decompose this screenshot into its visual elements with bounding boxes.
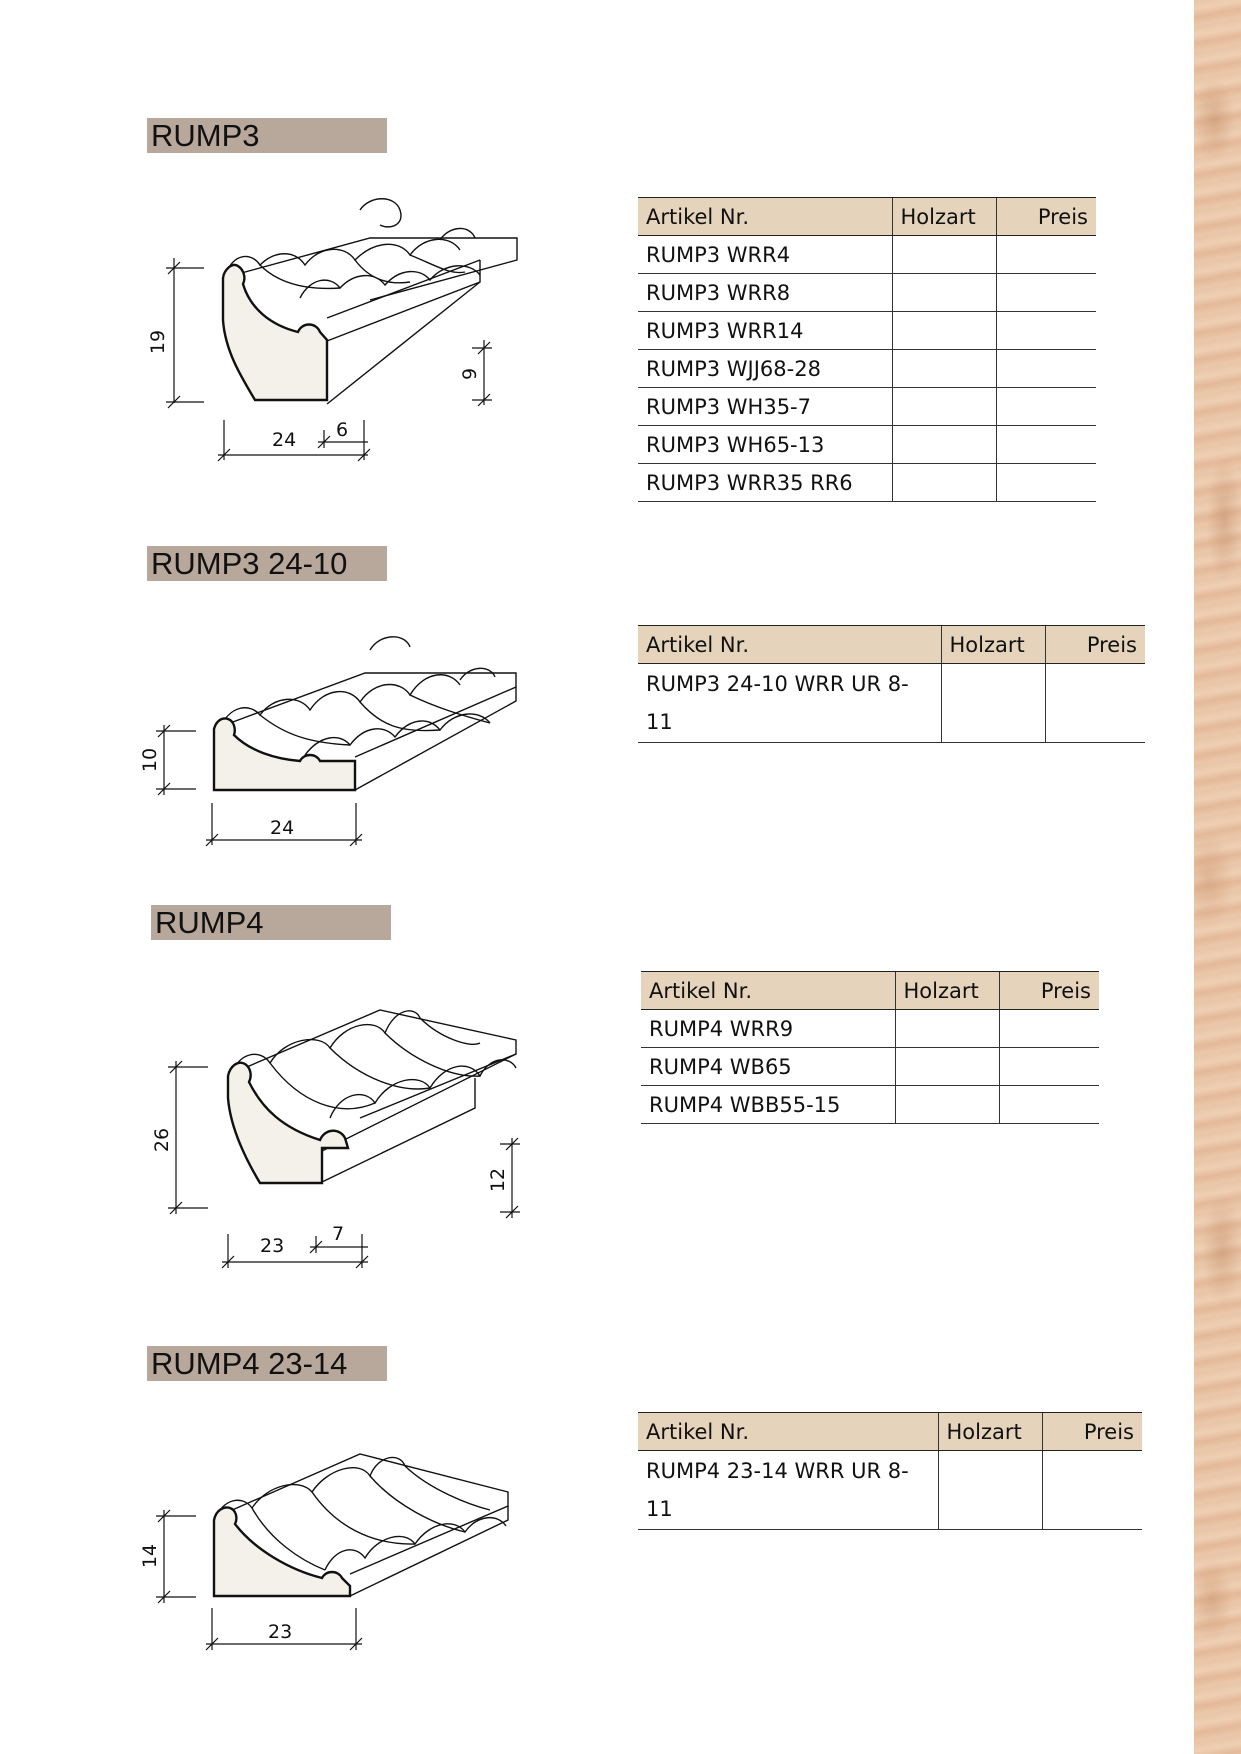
dim-width-label: 24: [270, 817, 295, 839]
profile-drawing-rump3-24-10: [139, 625, 530, 850]
article-number: RUMP4 23-14 WRR UR 8-11: [638, 1451, 938, 1530]
dim-height-label: 19: [147, 329, 169, 355]
dim-rebate-width-label: 7: [332, 1223, 345, 1245]
col-header-preis: Preis: [1042, 1413, 1142, 1451]
preis-cell: [996, 236, 1096, 274]
preis-cell: [999, 1048, 1099, 1086]
table-row: [641, 1048, 1099, 1086]
article-number: RUMP3 WJJ68-28: [638, 350, 892, 388]
preis-cell: [996, 388, 1096, 426]
col-header-artikel: Artikel Nr.: [638, 1413, 938, 1451]
article-number: RUMP3 WRR14: [638, 312, 892, 350]
table-row: [638, 350, 1096, 388]
table-row: [641, 1086, 1099, 1124]
preis-cell: [996, 350, 1096, 388]
wood-texture-strip: [1194, 0, 1241, 1754]
dim-width-label: 23: [268, 1621, 293, 1643]
col-header-holzart: Holzart: [938, 1413, 1042, 1451]
holzart-cell: [895, 1010, 999, 1048]
section-title: RUMP4: [151, 905, 391, 940]
dim-height-label: 10: [139, 747, 161, 773]
section-title: RUMP4 23-14: [147, 1346, 387, 1381]
profile-drawing-rump4-23-14: [139, 1410, 530, 1655]
preis-cell: [999, 1086, 1099, 1124]
table-row: [638, 274, 1096, 312]
article-number: RUMP3 WH35-7: [638, 388, 892, 426]
dim-rebate-depth-label: 12: [487, 1167, 509, 1193]
col-header-holzart: Holzart: [895, 972, 999, 1010]
preis-cell: [1042, 1451, 1142, 1530]
preis-cell: [1045, 664, 1145, 743]
col-header-artikel: Artikel Nr.: [638, 198, 892, 236]
table-row: [638, 664, 1145, 743]
table-row: [638, 236, 1096, 274]
col-header-preis: Preis: [996, 198, 1096, 236]
holzart-cell: [892, 426, 996, 464]
preis-cell: [996, 464, 1096, 502]
holzart-cell: [892, 236, 996, 274]
profile-drawing-rump3: [147, 190, 530, 470]
dim-width-label: 23: [260, 1235, 285, 1257]
article-number: RUMP3 WRR35 RR6: [638, 464, 892, 502]
holzart-cell: [892, 464, 996, 502]
article-number: RUMP3 WRR4: [638, 236, 892, 274]
table-row: [638, 426, 1096, 464]
holzart-cell: [892, 312, 996, 350]
holzart-cell: [941, 664, 1045, 743]
article-number: RUMP3 WRR8: [638, 274, 892, 312]
col-header-holzart: Holzart: [892, 198, 996, 236]
preis-cell: [999, 1010, 1099, 1048]
holzart-cell: [892, 388, 996, 426]
article-number: RUMP4 WBB55-15: [641, 1086, 895, 1124]
holzart-cell: [938, 1451, 1042, 1530]
article-table-rump3: [638, 197, 1096, 502]
dim-height-label: 26: [151, 1127, 173, 1153]
table-row: [638, 388, 1096, 426]
col-header-artikel: Artikel Nr.: [638, 626, 941, 664]
col-header-holzart: Holzart: [941, 626, 1045, 664]
preis-cell: [996, 312, 1096, 350]
section-title: RUMP3 24-10: [147, 546, 387, 581]
article-table-rump3-24-10: [638, 625, 1145, 743]
holzart-cell: [895, 1086, 999, 1124]
dim-rebate-depth-label: 9: [459, 367, 481, 381]
holzart-cell: [892, 350, 996, 388]
article-number: RUMP4 WRR9: [641, 1010, 895, 1048]
article-number: RUMP3 24-10 WRR UR 8-11: [638, 664, 941, 743]
holzart-cell: [892, 274, 996, 312]
table-row: [638, 1451, 1142, 1530]
section-title: RUMP3: [147, 118, 387, 153]
col-header-preis: Preis: [1045, 626, 1145, 664]
preis-cell: [996, 274, 1096, 312]
dim-width-label: 24: [272, 429, 297, 451]
dim-rebate-width-label: 6: [336, 419, 349, 441]
article-table-rump4-23-14: [638, 1412, 1142, 1530]
preis-cell: [996, 426, 1096, 464]
dim-height-label: 14: [139, 1543, 161, 1569]
col-header-preis: Preis: [999, 972, 1099, 1010]
table-row: [638, 312, 1096, 350]
table-row: [638, 464, 1096, 502]
article-number: RUMP3 WH65-13: [638, 426, 892, 464]
profile-drawing-rump4: [150, 968, 530, 1278]
holzart-cell: [895, 1048, 999, 1086]
article-table-rump4: [641, 971, 1099, 1124]
table-row: [641, 1010, 1099, 1048]
col-header-artikel: Artikel Nr.: [641, 972, 895, 1010]
article-number: RUMP4 WB65: [641, 1048, 895, 1086]
